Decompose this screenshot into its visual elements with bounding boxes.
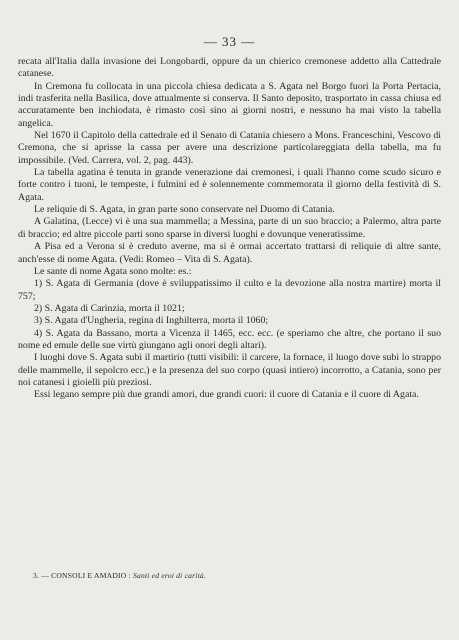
footnote-author: 3. — CONSOLI E AMADIO : bbox=[33, 571, 131, 580]
paragraph: recata all'Italia dalla invasione dei Longobardi, oppure da un chierico cremonese addetto alla Cattedrale catanese. bbox=[18, 56, 441, 80]
paragraph: In Cremona fu collocata in una piccola chiesa dedicata a S. Agata nel Borgo fuori la Porta Pertacia, indi trasferita nella Basilica, dove attualmente si conserva. Il Santo deposito, trasportato in cassa chiusa ed accuratamente ben inchiodata, è rimasto così sino ai giorni nostri, e nessuno ha mai visto la tabella angelica. bbox=[18, 80, 441, 129]
body-text bbox=[18, 56, 441, 402]
paragraph: Nel 1670 il Capitolo della cattedrale ed il Senato di Catania chiesero a Mons. Franceschini, Vescovo di Cremona, che si aprisse la cassa per avere una descrizione particolareggiata della tabella, ma fu impossibile. (Ved. Carrera, vol. 2, pag. 443). bbox=[18, 130, 441, 166]
list-item: 1) S. Agata di Germania (dove è sviluppatissimo il culto e la devozione alla nostra martire) morta il 757; bbox=[18, 278, 441, 302]
paragraph: Le sante di nome Agata sono molte: es.: bbox=[34, 265, 192, 277]
footnote bbox=[33, 571, 206, 580]
paragraph: A Galatina, (Lecce) vi è una sua mammella; a Messina, parte di un suo braccio; a Palermo, altra parte di braccio; ed altre piccole parti sono sparse in diversi luoghi e dovunque veneratissime. bbox=[18, 216, 441, 240]
list-item: 3) S. Agata d'Ungheria, regina di Inghilterra, morta il 1060; bbox=[34, 315, 269, 327]
list-item: 4) S. Agata da Bassano, morta a Vicenza il 1465, ecc. ecc. (e speriamo che altre, che portano il suo nome ed emule delle sue virtù giungano agli onori degli altari). bbox=[18, 327, 441, 351]
page-number: — 33 — bbox=[203, 34, 256, 49]
list-item: 2) S. Agata di Carinzia, morta il 1021; bbox=[34, 302, 185, 314]
paragraph: A Pisa ed a Verona si è creduto averne, ma si è ormai accertato trattarsi di reliquie di altre sante, anch'esse di nome Agata. (Vedi: Romeo – Vita di S. Agata). bbox=[18, 241, 441, 265]
paragraph: Le reliquie di S. Agata, in gran parte sono conservate nel Duomo di Catania. bbox=[34, 204, 335, 216]
paragraph: Essi legano sempre più due grandi amori, due grandi cuori: il cuore di Catania e il cuore di Agata. bbox=[34, 389, 419, 401]
paragraph: La tabella agatina è tenuta in grande venerazione dai cremonesi, i quali l'hanno come scudo sicuro e forte contro i tuoni, le tempeste, i fulmini ed è solennemente commemorata il giorno della festività di S. Agata. bbox=[18, 167, 441, 203]
paragraph: I luoghi dove S. Agata subì il martirio (tutti visibili: il carcere, la fornace, il luogo dove subì lo strappo delle mammelle, il sepolcro ecc.) e la presenza del suo corpo (quasi intiero) incorrotto, a Catania, sono per noi catanesi i gioielli più preziosi. bbox=[18, 352, 441, 388]
footnote-title: Santi ed eroi di carità. bbox=[132, 571, 207, 580]
